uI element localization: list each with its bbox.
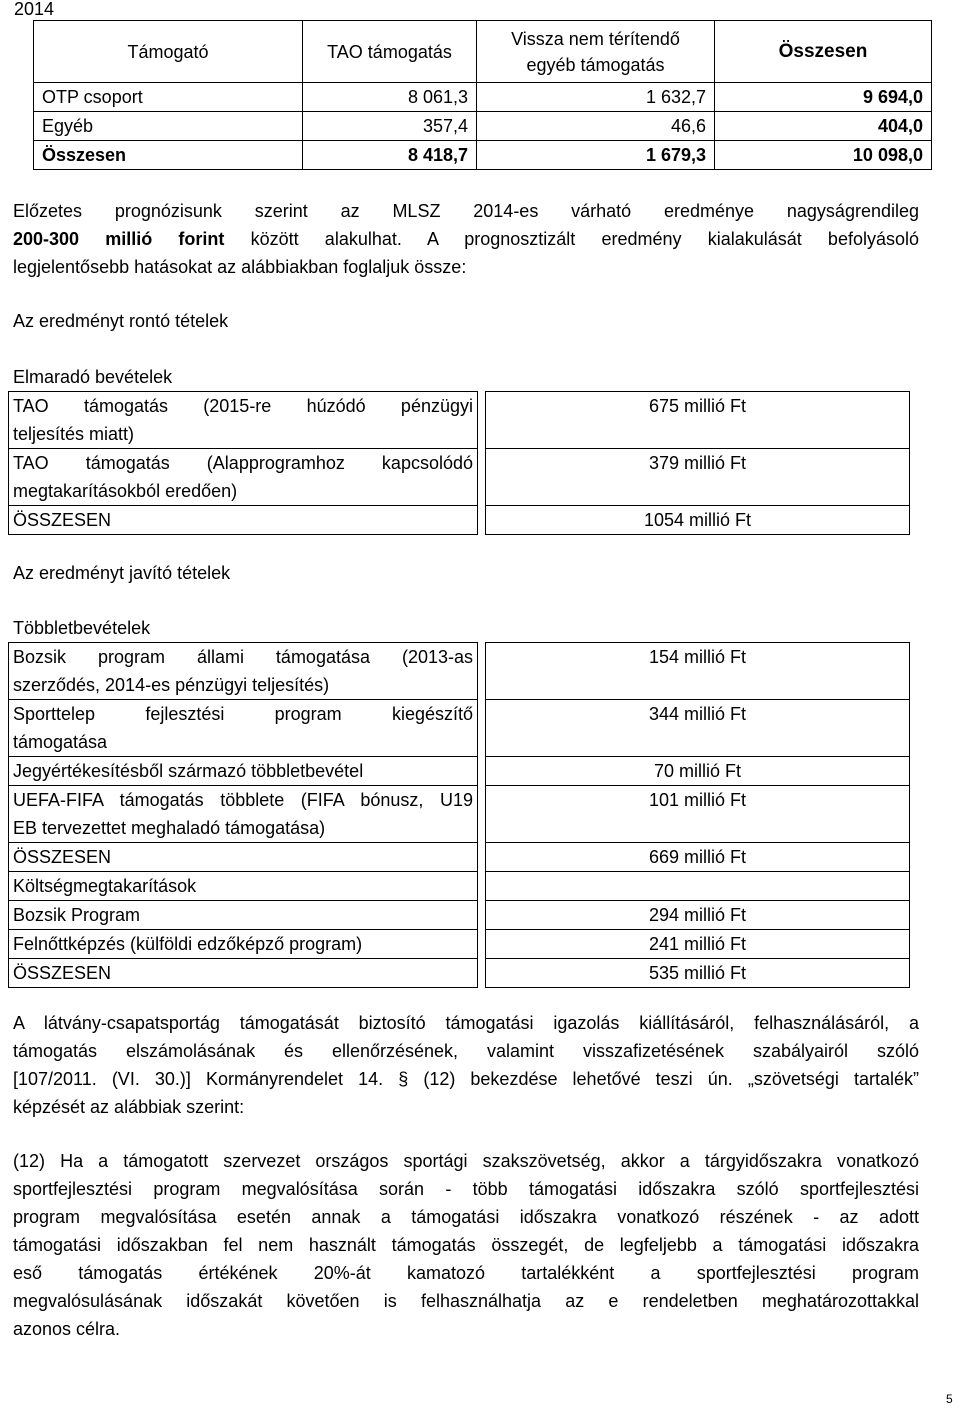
table-row <box>9 506 910 535</box>
savings-title-value <box>486 872 910 901</box>
item-value: 241 millió Ft <box>486 930 910 959</box>
table-row <box>9 757 910 786</box>
negative-items-table <box>8 391 910 535</box>
paragraph-line: A látvány-csapatsportág támogatását biztosító támogatási igazolás kiállításáról, felhasználásáról, a <box>13 1013 919 1033</box>
row-name: Egyéb <box>34 112 303 141</box>
table-row <box>9 843 910 872</box>
table-row <box>34 112 932 141</box>
table-row <box>9 930 910 959</box>
table-row <box>9 643 910 700</box>
total-label: ÖSSZESEN <box>9 959 478 988</box>
row-other: 1 679,3 <box>477 141 715 170</box>
column-gap <box>478 757 486 786</box>
negative-subtitle: Elmaradó bevételek <box>13 367 173 387</box>
total-value: 535 millió Ft <box>486 959 910 988</box>
paragraph-line: képzését az alábbiak szerint: <box>13 1097 245 1117</box>
row-other: 1 632,7 <box>477 83 715 112</box>
positive-items-table <box>8 642 910 988</box>
header-other-text: Vissza nem térítendő egyéb támogatás <box>511 28 680 75</box>
table-row <box>34 141 932 170</box>
total-label: ÖSSZESEN <box>9 506 478 535</box>
summary-header-row <box>34 21 932 83</box>
item-line-1: Sporttelep fejlesztési program kiegészítő <box>13 704 473 724</box>
negative-title: Az eredményt rontó tételek <box>13 311 229 331</box>
table-row <box>9 872 910 901</box>
column-gap <box>478 506 486 535</box>
intro-paragraph <box>13 197 919 281</box>
paragraph-line: támogatás elszámolásának és ellenőrzésének, valamint visszafizetésének szabályairól szóló <box>13 1041 919 1061</box>
row-tao: 357,4 <box>303 112 477 141</box>
savings-title: Költségmegtakarítások <box>9 872 478 901</box>
item-line-2: EB tervezettet meghaladó támogatása) <box>13 818 326 838</box>
header-other <box>477 21 715 83</box>
header-tao: TAO támogatás <box>303 21 477 83</box>
paragraph-line: program megvalósítása esetén annak a támogatási időszakra vonatkozó részének - az adott <box>13 1207 919 1227</box>
item-label <box>9 643 478 700</box>
paragraph-line: azonos célra. <box>13 1319 121 1339</box>
column-gap <box>478 930 486 959</box>
row-name: Összesen <box>34 141 303 170</box>
item-line-1: Bozsik program állami támogatása (2013-as <box>13 647 473 667</box>
column-gap <box>478 700 486 757</box>
regulation-paragraph <box>13 1009 919 1121</box>
table-row <box>9 700 910 757</box>
item-label: Felnőttképzés (külföldi edzőképző program) <box>9 930 478 959</box>
item-line-2: teljesítés miatt) <box>13 424 135 444</box>
item-label <box>9 786 478 843</box>
table-row <box>9 901 910 930</box>
table-row <box>9 959 910 988</box>
total-value: 1054 millió Ft <box>486 506 910 535</box>
table-row <box>9 392 910 449</box>
column-gap <box>478 872 486 901</box>
column-gap <box>478 449 486 506</box>
paragraph-line: sportfejlesztési program megvalósítása során - több támogatási időszakra szóló sportfejlesztési <box>13 1179 919 1199</box>
total-value: 669 millió Ft <box>486 843 910 872</box>
table-row <box>34 83 932 112</box>
item-value: 379 millió Ft <box>486 449 910 506</box>
intro-line-2-rest: között alakulhat. A prognosztizált eredmény kialakulását befolyásoló <box>224 229 919 249</box>
summary-table <box>33 20 932 170</box>
item-value: 70 millió Ft <box>486 757 910 786</box>
item-value: 154 millió Ft <box>486 643 910 700</box>
item-line-2: megtakarításokból eredően) <box>13 481 238 501</box>
paragraph-line: eső támogatás értékének 20%-át kamatozó tartalékként a sportfejlesztési program <box>13 1263 919 1283</box>
item-label <box>9 700 478 757</box>
column-gap <box>478 786 486 843</box>
intro-line-3: legjelentősebb hatásokat az alábbiakban foglaljuk össze: <box>13 257 467 277</box>
row-total: 404,0 <box>715 112 932 141</box>
intro-bold: 200-300 millió forint <box>13 229 225 249</box>
intro-line-1: Előzetes prognózisunk szerint az MLSZ 2014-es várható eredménye nagyságrendileg <box>13 201 919 221</box>
item-value: 294 millió Ft <box>486 901 910 930</box>
paragraph-line: megvalósulásának időszakát követően is felhasználhatja az e rendeletben meghatározottakkal <box>13 1291 919 1311</box>
row-total: 9 694,0 <box>715 83 932 112</box>
item-line-1: TAO támogatás (Alapprogramhoz kapcsolódó <box>13 453 473 473</box>
item-value: 675 millió Ft <box>486 392 910 449</box>
row-other: 46,6 <box>477 112 715 141</box>
item-line-1: TAO támogatás (2015-re húzódó pénzügyi <box>13 396 473 416</box>
paragraph-line: támogatási időszakban fel nem használt támogatás összegét, de legfeljebb a támogatási időszakra <box>13 1235 919 1255</box>
item-line-2: támogatása <box>13 732 108 752</box>
row-tao: 8 061,3 <box>303 83 477 112</box>
item-line-2: szerződés, 2014-es pénzügyi teljesítés) <box>13 675 330 695</box>
table-row <box>9 786 910 843</box>
header-total: Összesen <box>715 21 932 83</box>
item-line-1: UEFA-FIFA támogatás többlete (FIFA bónusz, U19 <box>13 790 473 810</box>
paragraph-line: [107/2011. (VI. 30.)] Kormányrendelet 14. § (12) bekezdése lehetővé teszi ún. „szövetségi tartalék” <box>13 1069 919 1089</box>
table-row <box>9 449 910 506</box>
positive-title: Az eredményt javító tételek <box>13 563 231 583</box>
item-label: Bozsik Program <box>9 901 478 930</box>
column-gap <box>478 643 486 700</box>
total-label: ÖSSZESEN <box>9 843 478 872</box>
item-value: 101 millió Ft <box>486 786 910 843</box>
item-value: 344 millió Ft <box>486 700 910 757</box>
row-name: OTP csoport <box>34 83 303 112</box>
intro-line-2 <box>13 225 919 253</box>
item-label <box>9 449 478 506</box>
header-supporter: Támogató <box>34 21 303 83</box>
row-tao: 8 418,7 <box>303 141 477 170</box>
page-number: 5 <box>946 1392 953 1406</box>
quote-paragraph <box>13 1147 919 1343</box>
item-label: Jegyértékesítésből származó többletbevétel <box>9 757 478 786</box>
year-label: 2014 <box>14 0 55 19</box>
paragraph-line: (12) Ha a támogatott szervezet országos sportági szakszövetség, akkor a tárgyidőszakra vonatkozó <box>13 1151 919 1171</box>
column-gap <box>478 959 486 988</box>
item-label <box>9 392 478 449</box>
row-total: 10 098,0 <box>715 141 932 170</box>
column-gap <box>478 392 486 449</box>
column-gap <box>478 843 486 872</box>
positive-subtitle: Többletbevételek <box>13 618 151 638</box>
column-gap <box>478 901 486 930</box>
